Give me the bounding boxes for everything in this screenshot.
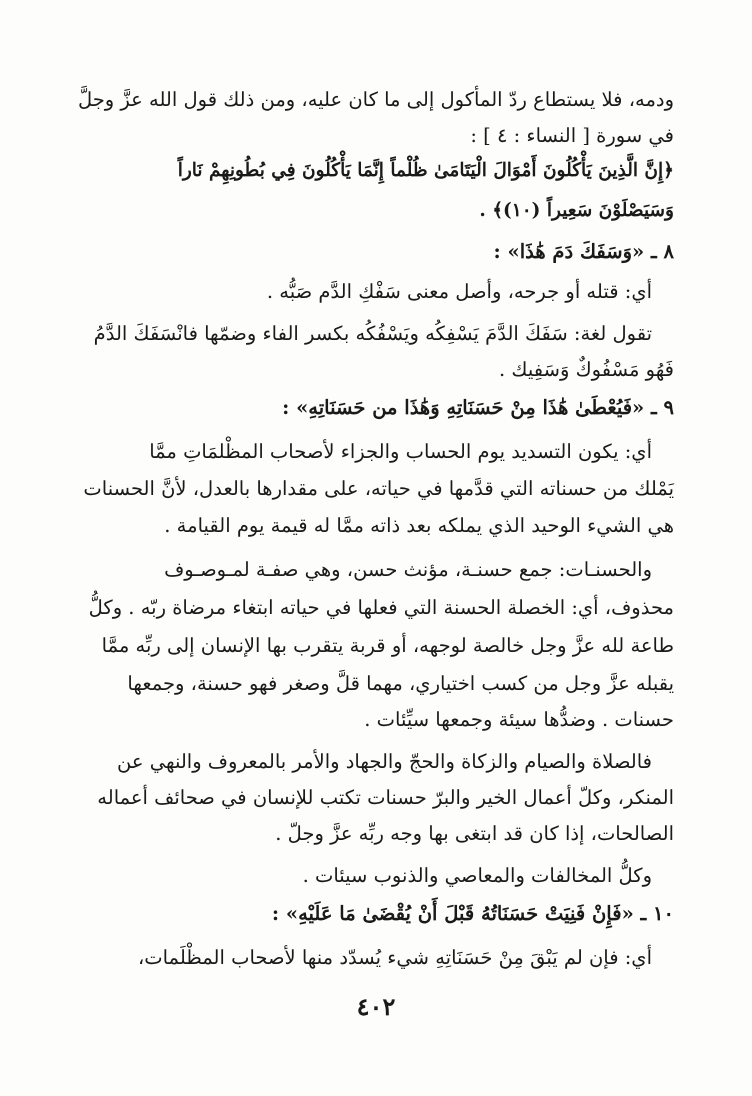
page-number: ٤٠٢ xyxy=(356,992,396,1021)
text-line: أي: قتله أو جرحه، وأصل معنى سَفْكِ الدَّم صَبُّه . xyxy=(266,280,652,303)
text-line: والحسنـات: جمع حسنـة، مؤنث حسن، وهي صفـة لمـوصـوف xyxy=(164,558,652,581)
text-line: فالصلاة والصيام والزكاة والحجّ والجهاد والأمر بالمعروف والنهي عن xyxy=(117,750,652,773)
text-line: يَمْلك من حسناته التي قدَّمها في حياته، على مقدارها بالعدل، لأنَّ الحسنات xyxy=(83,477,674,500)
text-line: تقول لغة: سَفَكَ الدَّمَ يَسْفِكُه ويَسْفُكُه بكسر الفاء وضمّها فانْسَفَكَ الدَّمُ xyxy=(93,322,652,345)
text-line: وكلُّ المخالفات والمعاصي والذنوب سيئات . xyxy=(302,864,652,887)
text-line: يقبله عزَّ وجل من كسب اختياري، مهما قلَّ وصغر فهو حسنة، وجمعها xyxy=(127,672,674,695)
text-line: في سورة [ النساء : ٤ ] : xyxy=(470,124,674,147)
text-line: أي: يكون التسديد يوم الحساب والجزاء لأصحاب المظْلمَاتِ ممَّا xyxy=(149,440,652,463)
section-heading-9: ٩ ـ «فَيُعْطَىٰ هَٰذَا مِنْ حَسَنَاتِهِ وَهَٰذَا من حَسَنَاتِهِ» : xyxy=(282,396,674,419)
section-heading-8: ٨ ـ «وَسَفَكَ دَمَ هَٰذَا» : xyxy=(493,240,674,263)
text-line: هي الشيء الوحيد الذي يملكه بعد ذاته ممَّا له قيمة يوم القيامة . xyxy=(164,514,674,537)
text-line: ودمه، فلا يستطاع ردّ المأكول إلى ما كان عليه، ومن ذلك قول الله عزَّ وجلَّ xyxy=(77,88,674,111)
text-line: حسنات . وضدُّها سيئة وجمعها سيِّئات . xyxy=(364,708,674,731)
text-line: فَهُو مَسْفُوكٌ وَسَفِيك . xyxy=(499,358,674,381)
text-line: المنكر، وكلّ أعمال الخير والبرّ حسنات تكتب للإنسان في صحائف أعماله xyxy=(97,786,674,809)
text-line: طاعة لله عزَّ وجل خالصة لوجهه، أو قربة يتقرب بها الإنسان إلى ربِّه ممَّا xyxy=(101,634,674,657)
text-line: الصالحات، إذا كان قد ابتغى بها وجه ربِّه عزَّ وجلّ . xyxy=(275,822,674,845)
section-heading-10: ١٠ ـ «فَإِنْ فَنِيَتْ حَسَنَاتُهُ قَبْلَ أَنْ يُقْضَىٰ مَا عَلَيْهِ» : xyxy=(271,902,674,925)
text-line: محذوف، أي: الخصلة الحسنة التي فعلها في حياته ابتغاء مرضاة ربّه . وكلُّ xyxy=(88,596,674,619)
quran-verse-line: وَسَيَصْلَوْنَ سَعِيراً (١٠)﴾ . xyxy=(479,200,674,221)
quran-verse-line: ﴿إِنَّ الَّذِينَ يَأْكُلُونَ أَمْوَالَ الْيَتَامَىٰ ظُلْماً إِنَّمَا يَأْكُلُونَ فِي بُطُونِهِمْ نَاراً xyxy=(177,160,674,181)
text-line: أي: فإن لم يَبْقَ مِنْ حَسَنَاتِهِ شيء يُسدّد منها لأصحاب المظْلَمات، xyxy=(137,946,652,969)
